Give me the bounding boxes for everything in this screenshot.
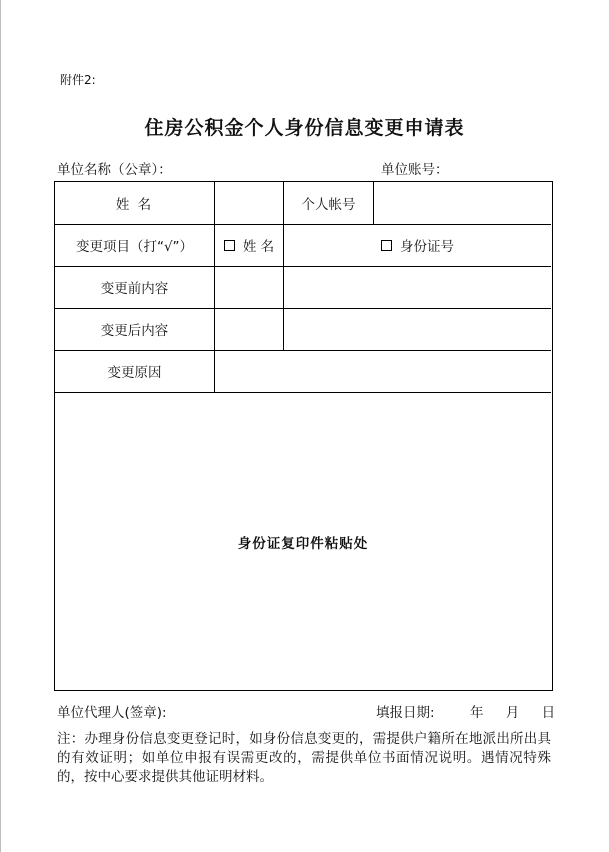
name-label: 姓 名 <box>115 197 154 213</box>
checkbox-icon <box>381 240 392 251</box>
form-title: 住房公积金个人身份信息变更申请表 <box>144 117 465 139</box>
before-name-field[interactable] <box>215 266 283 308</box>
after-id-field[interactable] <box>284 308 551 350</box>
name-value-field[interactable] <box>215 182 283 224</box>
agent-signature-label: 单位代理人(签章): <box>57 705 167 721</box>
change-reason-field[interactable] <box>215 350 551 392</box>
before-id-field[interactable] <box>284 266 551 308</box>
id-copy-paste-area: 身份证复印件粘贴处 <box>237 535 369 552</box>
application-form-table <box>54 181 553 691</box>
attachment-label: 附件2: <box>60 73 96 87</box>
change-item-label: 变更项目（打“√”） <box>75 239 194 255</box>
personal-account-field[interactable] <box>374 182 551 224</box>
date-units: 年 月 日 <box>470 705 556 721</box>
unit-account-label: 单位账号： <box>381 162 449 178</box>
after-content-label: 变更后内容 <box>100 323 169 339</box>
note-text: 注：办理身份信息变更登记时，如身份信息变更的，需提供户籍所在地派出所出具的有效证明；如单位申报有误需更改的，需提供单位书面情况说明。遇情况特殊的，按中心要求提供其他证明材料。 <box>57 731 551 785</box>
option-id-number-checkbox[interactable] <box>284 224 551 266</box>
option-id-number-label: 身份证号 <box>400 239 454 255</box>
after-name-field[interactable] <box>215 308 283 350</box>
personal-account-label: 个人帐号 <box>301 197 356 213</box>
checkbox-icon <box>224 240 235 251</box>
before-content-label: 变更前内容 <box>100 281 169 297</box>
option-name-checkbox[interactable] <box>215 224 283 266</box>
change-reason-label: 变更原因 <box>107 365 162 381</box>
unit-name-label: 单位名称（公章）： <box>57 162 172 178</box>
option-name-label: 姓 名 <box>242 239 275 255</box>
fill-date-label: 填报日期: <box>376 705 435 721</box>
